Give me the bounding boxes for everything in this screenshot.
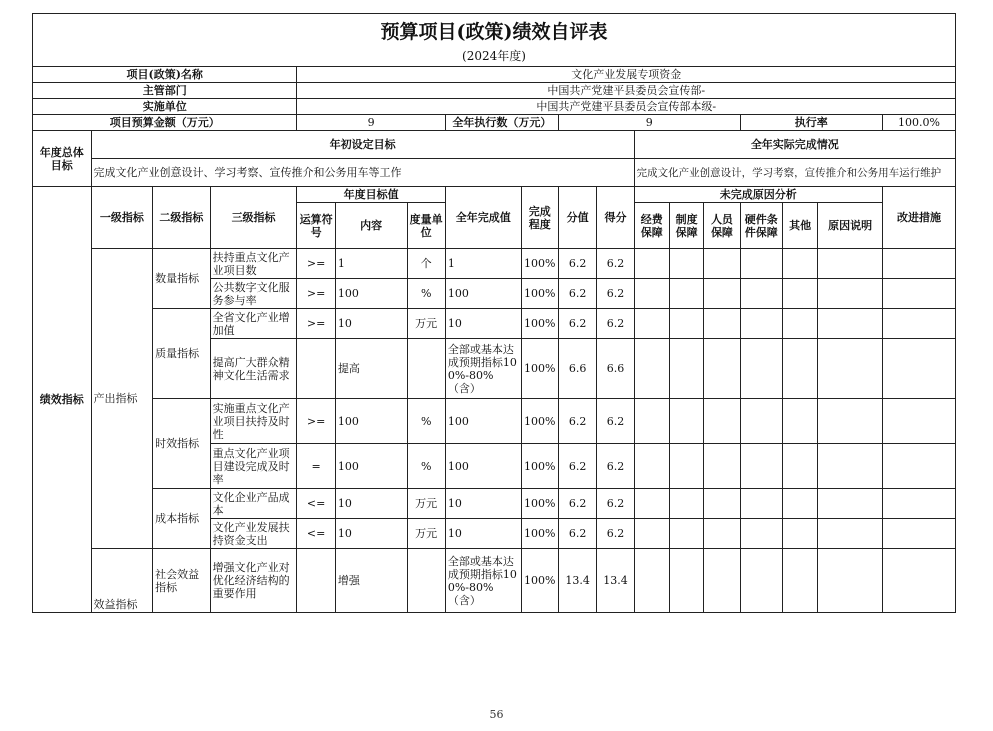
year-subtitle: (2024年度)	[33, 47, 956, 67]
indicator-op: =	[297, 444, 335, 489]
unit-value: 中国共产党建平县委员会宣传部本级-	[297, 99, 956, 115]
indicator-content: 1	[335, 249, 407, 279]
indicator-unit: 万元	[407, 489, 445, 519]
indicator-unit: %	[407, 399, 445, 444]
indicator-content: 10	[335, 519, 407, 549]
indicator-name: 实施重点文化产业项目扶持及时性	[210, 399, 297, 444]
indicator-score: 6.2	[558, 444, 596, 489]
indicator-name: 全省文化产业增加值	[210, 309, 297, 339]
indicator-content: 100	[335, 399, 407, 444]
system-header: 制度保障	[669, 203, 703, 249]
indicator-name: 文化企业产品成本	[210, 489, 297, 519]
budget-value: 9	[297, 115, 445, 131]
table-row	[33, 489, 956, 519]
output-group: 产出指标	[91, 249, 153, 549]
indicator-got: 6.2	[597, 399, 634, 444]
unit-header: 度量单位	[407, 203, 445, 249]
indicator-unit: %	[407, 279, 445, 309]
indicator-got: 6.2	[597, 444, 634, 489]
staff-header: 人员保障	[704, 203, 740, 249]
indicator-score: 13.4	[558, 549, 596, 613]
project-name-label: 项目(政策)名称	[33, 67, 297, 83]
indicator-content: 100	[335, 279, 407, 309]
goal-label: 年度总体目标	[33, 131, 92, 187]
indicator-score: 6.2	[558, 279, 596, 309]
effect-group: 效益指标	[91, 549, 153, 613]
improve-header: 改进措施	[882, 187, 955, 249]
indicator-score: 6.2	[558, 249, 596, 279]
indicator-value: 100	[445, 279, 521, 309]
exec-rate-label: 执行率	[740, 115, 882, 131]
indicator-name: 文化产业发展扶持资金支出	[210, 519, 297, 549]
evaluation-sheet	[32, 13, 956, 625]
quantity-group: 数量指标	[153, 249, 211, 309]
reasons-header: 未完成原因分析	[634, 187, 882, 203]
indicator-score: 6.2	[558, 309, 596, 339]
project-name-value: 文化产业发展专项资金	[297, 67, 956, 83]
executed-label: 全年执行数（万元）	[445, 115, 558, 131]
executed-value: 9	[558, 115, 740, 131]
indicator-content: 100	[335, 444, 407, 489]
level1-header: 一级指标	[91, 187, 153, 249]
indicator-got: 6.2	[597, 519, 634, 549]
indicator-value: 100	[445, 444, 521, 489]
indicator-op: <=	[297, 489, 335, 519]
quality-group: 质量指标	[153, 309, 211, 399]
indicator-op	[297, 549, 335, 613]
indicator-score: 6.6	[558, 339, 596, 399]
indicator-name: 重点文化产业项目建设完成及时率	[210, 444, 297, 489]
initial-goal-header: 年初设定目标	[91, 131, 634, 159]
indicator-unit: 个	[407, 249, 445, 279]
budget-label: 项目预算金额（万元）	[33, 115, 297, 131]
level2-header: 二级指标	[153, 187, 211, 249]
indicator-degree: 100%	[521, 549, 558, 613]
fund-header: 经费保障	[634, 203, 669, 249]
content-header: 内容	[335, 203, 407, 249]
dept-value: 中国共产党建平县委员会宣传部-	[297, 83, 956, 99]
indicator-degree: 100%	[521, 489, 558, 519]
perf-label: 绩效指标	[33, 187, 92, 613]
indicator-degree: 100%	[521, 309, 558, 339]
indicator-degree: 100%	[521, 399, 558, 444]
indicator-value: 10	[445, 519, 521, 549]
indicator-got: 6.2	[597, 249, 634, 279]
indicator-score: 6.2	[558, 519, 596, 549]
indicator-unit: 万元	[407, 519, 445, 549]
indicator-op: <=	[297, 519, 335, 549]
indicator-unit: 万元	[407, 309, 445, 339]
indicator-op: >=	[297, 249, 335, 279]
indicator-degree: 100%	[521, 249, 558, 279]
indicator-got: 6.6	[597, 339, 634, 399]
indicator-op: >=	[297, 279, 335, 309]
indicator-unit	[407, 549, 445, 613]
got-header: 得分	[597, 187, 634, 249]
actual-header: 全年实际完成情况	[634, 131, 955, 159]
indicator-content: 提高	[335, 339, 407, 399]
indicator-name: 公共数字文化服务参与率	[210, 279, 297, 309]
indicator-got: 6.2	[597, 489, 634, 519]
page-number: 56	[489, 708, 504, 721]
indicator-unit	[407, 339, 445, 399]
explain-header: 原因说明	[818, 203, 883, 249]
level3-header: 三级指标	[210, 187, 297, 249]
indicator-content: 增强	[335, 549, 407, 613]
indicator-degree: 100%	[521, 519, 558, 549]
degree-header: 完成程度	[521, 187, 558, 249]
table-row	[33, 309, 956, 339]
indicator-degree: 100%	[521, 279, 558, 309]
op-header: 运算符号	[297, 203, 335, 249]
indicator-degree: 100%	[521, 444, 558, 489]
timeliness-group: 时效指标	[153, 399, 211, 489]
page-title: 预算项目(政策)绩效自评表	[33, 14, 956, 47]
indicator-degree: 100%	[521, 339, 558, 399]
table-row	[33, 399, 956, 444]
score-header: 分值	[558, 187, 596, 249]
initial-goal-text: 完成文化产业创意设计、学习考察、宣传推介和公务用车等工作	[91, 159, 634, 187]
indicator-got: 6.2	[597, 279, 634, 309]
indicator-name: 增强文化产业对优化经济结构的重要作用	[210, 549, 297, 613]
indicator-value: 100	[445, 399, 521, 444]
indicator-value: 1	[445, 249, 521, 279]
indicator-value: 全部或基本达成预期指标100%-80%（含）	[445, 339, 521, 399]
social-group: 社会效益指标	[153, 549, 211, 613]
table-row	[33, 549, 956, 613]
exec-rate-value: 100.0%	[882, 115, 955, 131]
indicator-name: 提高广大群众精神文化生活需求	[210, 339, 297, 399]
full-year-header: 全年完成值	[445, 187, 521, 249]
indicator-op	[297, 339, 335, 399]
indicator-unit: %	[407, 444, 445, 489]
indicator-value: 10	[445, 489, 521, 519]
indicator-value: 10	[445, 309, 521, 339]
indicator-content: 10	[335, 489, 407, 519]
indicator-name: 扶持重点文化产业项目数	[210, 249, 297, 279]
indicator-score: 6.2	[558, 399, 596, 444]
indicator-got: 6.2	[597, 309, 634, 339]
dept-label: 主管部门	[33, 83, 297, 99]
indicator-op: >=	[297, 399, 335, 444]
unit-label: 实施单位	[33, 99, 297, 115]
evaluation-table	[32, 13, 956, 613]
table-row	[33, 249, 956, 279]
indicator-op: >=	[297, 309, 335, 339]
hardware-header: 硬件条件保障	[740, 203, 782, 249]
annual-target-header: 年度目标值	[297, 187, 445, 203]
actual-text: 完成文化产业创意设计，学习考察，宣传推介和公务用车运行维护	[634, 159, 955, 187]
indicator-value: 全部或基本达成预期指标100%-80%（含）	[445, 549, 521, 613]
other-header: 其他	[783, 203, 818, 249]
indicator-score: 6.2	[558, 489, 596, 519]
indicator-content: 10	[335, 309, 407, 339]
indicator-got: 13.4	[597, 549, 634, 613]
cost-group: 成本指标	[153, 489, 211, 549]
